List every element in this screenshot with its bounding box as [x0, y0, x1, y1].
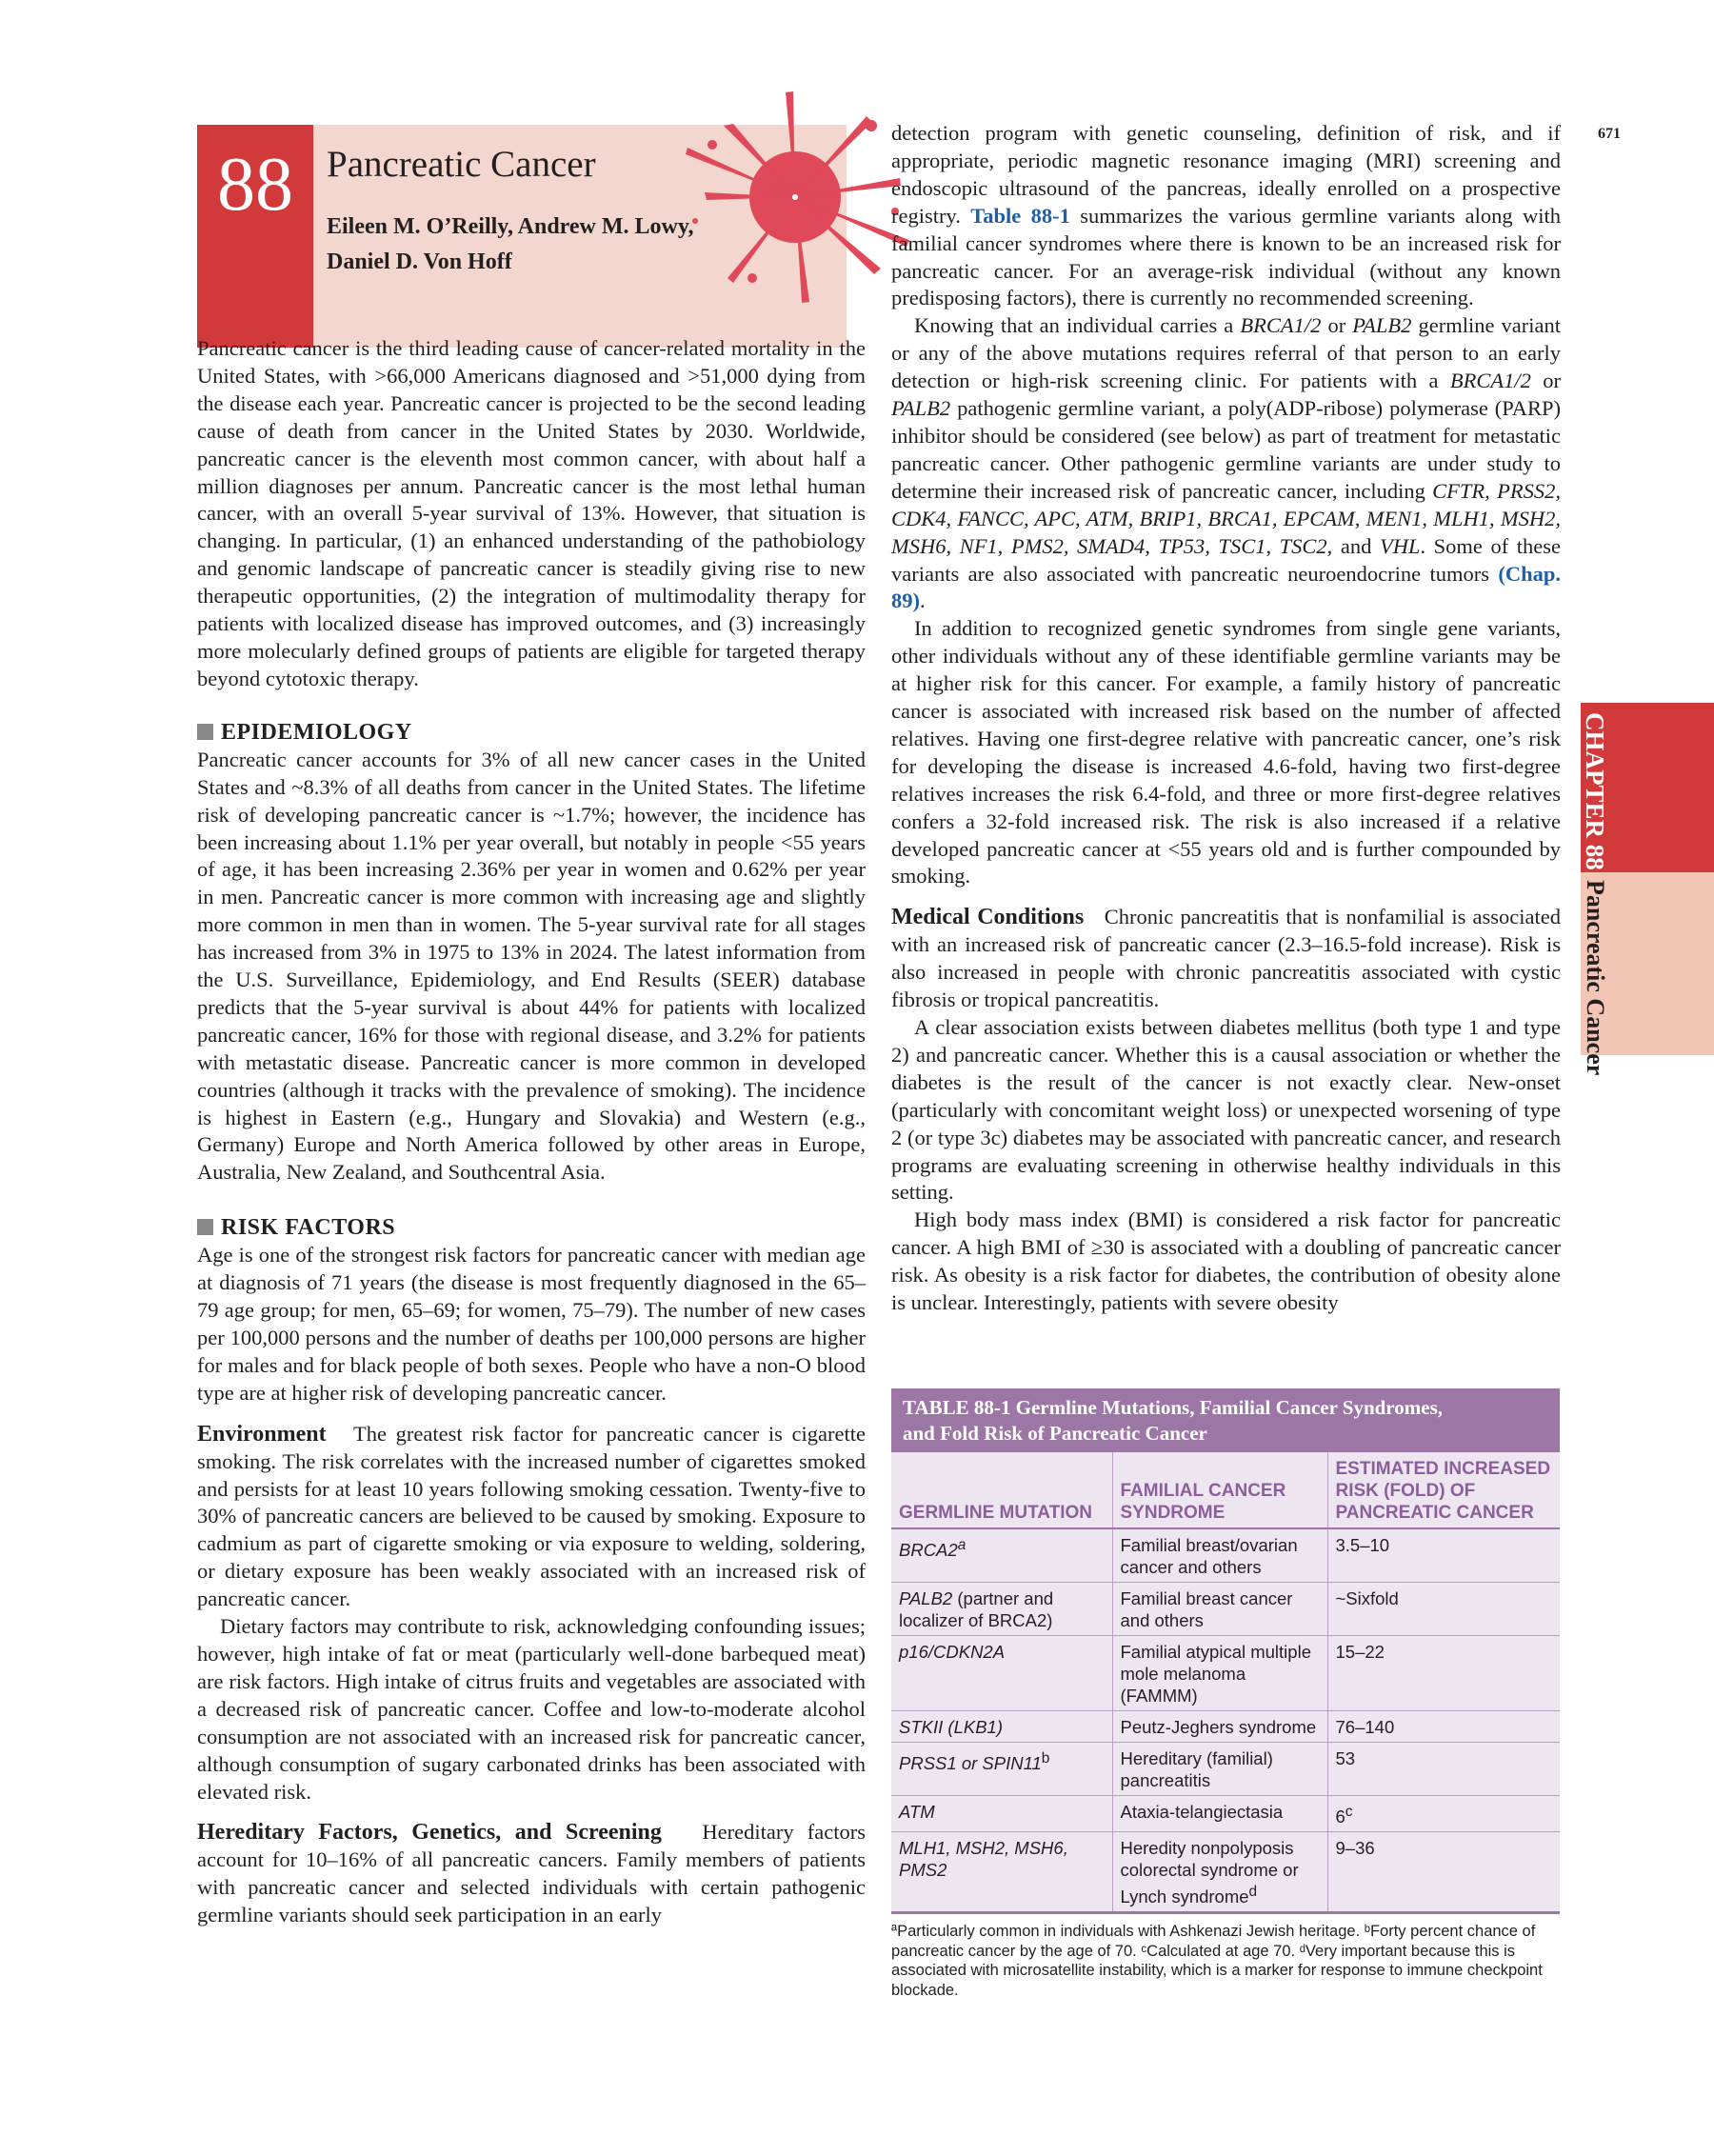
syndrome-cell [1112, 1832, 1327, 1912]
header-text: PANCREATIC CANCER [1335, 1503, 1534, 1523]
bmi-paragraph: High body mass index (BMI) is considered a risk factor for pancreatic cancer. A high BMI of ≥30 is associated with a doubling of pancreatic cancer risk. As obesity is a risk factor for diabetes, the contribution of obesity alone is unclear. Interestingly, patients with severe obesity [891, 1208, 1561, 1315]
table-row [891, 1528, 1560, 1583]
gene-name: BRCA1/2 [1449, 369, 1531, 393]
table-title-line: and Fold Risk of Pancreatic Cancer [903, 1422, 1207, 1445]
text-span: detection program with genetic counseling, definition of risk, and if appropriate, periodic magnetic resonance imaging (MRI) screening and endoscopic ultrasound of the pancreas, ideally enrolled on a prospective registry. [891, 121, 1561, 228]
text-span: pathogenic germline variant, a poly(ADP-ribose) polymerase (PARP) inhibitor should be considered (see below) as part of treatment for metastatic pancreatic cancer. Other pathogenic germline variants are under study to determine their increased risk of pancreatic cancer, including [891, 396, 1562, 503]
gene-cell: p16/CDKN2A [891, 1636, 1112, 1711]
subheading-medical-conditions: Medical Conditions [891, 905, 1085, 930]
header-text: SYNDROME [1120, 1503, 1226, 1523]
table-row [891, 1832, 1560, 1912]
gene-note: (LKB1) [947, 1717, 1003, 1737]
text-span: and [1340, 533, 1372, 558]
gene-text: PALB2 [899, 1588, 953, 1608]
table-title-line: TABLE 88-1 Germline Mutations, Familial Cancer Syndromes, [903, 1396, 1443, 1419]
syndrome-cell: Hereditary (familial) pancreatitis [1112, 1743, 1327, 1796]
section-heading-risk-factors [197, 1213, 866, 1242]
syndrome-cell: Familial breast/ovarian cancer and others [1112, 1528, 1327, 1583]
risk-cell: 76–140 [1327, 1711, 1560, 1743]
intro-paragraph: Pancreatic cancer is the third leading cause of cancer-related mortality in the United States, with >66,000 Americans diagnosed and >51,000 dying from the disease each year. Pancreatic cancer is projected to be the second leading cause of death from cancer in the United States by 2030. Worldwide, pancreatic cancer is the eleventh most common cancer, with about half a million diagnoses per annum. Pancreatic cancer is the most lethal human cancer, with an overall 5-year survival of 13%. However, that situation is changing. In particular, (1) an enhanced understanding of the pathobiology and genomic landscape of pancreatic cancer is steadily giving rise to new therapeutic opportunities, (2) the integration of multimodality therapy for patients with localized disease has improved outcomes, and (3) increasingly more molecularly defined groups of patients are eligible for targeted therapy beyond cytotoxic therapy. [197, 336, 866, 690]
authors-line: Daniel D. Von Hoff [327, 250, 512, 274]
subheading-environment: Environment [197, 1421, 327, 1447]
epidemiology-paragraph: Pancreatic cancer accounts for 3% of all new cancer cases in the United States and ~8.3% of all deaths from cancer in the United States. The lifetime risk of developing pancreatic cancer is ~1.7%; however, the incidence has been increasing about 1.1% per year overall, but notably in people <55 years of age, it has been increasing 2.36% per year in women and 0.62% per year in men. Pancreatic cancer is more common with increasing age and slightly more common in men than in women. The 5-year survival rate for all stages has increased from 3% in 1975 to 13% in 2024. The latest information from the U.S. Surveillance, Epidemiology, and End Results (SEER) database predicts that the 5-year survival is about 44% for patients with localized pancreatic cancer, 16% for those with regional disease, and 3.2% for patients with metastatic disease. Pancreatic cancer is more common in developed countries (although it tracks with the prevalence of smoking). The incidence is highest in Eastern (e.g., Hungary and Slovakia) and Western (e.g., Germany) Europe and North America followed by other areas in Europe, Australia, New Zealand, and Southcentral Asia. [197, 747, 866, 1185]
chapter-tab-label: CHAPTER 88 [1581, 712, 1609, 870]
table-row [891, 1743, 1560, 1796]
text-span: or [1327, 313, 1346, 338]
table-row [891, 1796, 1560, 1832]
table-title [891, 1388, 1560, 1452]
page-number: 671 [1598, 126, 1621, 142]
table-row [891, 1583, 1560, 1636]
gene-list: CFTR, PRSS2, CDK4, FANCC, APC, ATM, BRIP1, BRCA1, EPCAM, MEN1, MLH1, MSH2, MSH6, NF1, PMS2, SMAD4, TP53, TSC1, TSC2, [891, 478, 1562, 558]
risk-cell: 15–22 [1327, 1636, 1560, 1711]
heading-square-icon [197, 1219, 213, 1235]
table-row [891, 1711, 1560, 1743]
gene-name: VHL [1379, 533, 1421, 558]
gene-cell: ATM [891, 1796, 1112, 1832]
subheading-hereditary: Hereditary Factors, Genetics, and Screening [197, 1820, 662, 1846]
environment-paragraph [197, 1421, 866, 1613]
chapter-tab-title: Pancreatic Cancer [1582, 880, 1609, 1076]
chapter-number-box [197, 125, 313, 348]
footnote-mark: a [957, 1537, 967, 1553]
chapter-number: 88 [217, 143, 293, 227]
data-table [891, 1452, 1560, 1911]
column-header [1327, 1452, 1560, 1528]
syndrome-cell: Peutz-Jeghers syndrome [1112, 1711, 1327, 1743]
germline-table [891, 1388, 1560, 2000]
table-body [891, 1452, 1560, 1914]
chapter-link[interactable]: (Chap. 89) [891, 561, 1561, 613]
right-column [891, 120, 1561, 1317]
left-column [197, 335, 866, 1929]
gene-cell: MLH1, MSH2, MSH6, PMS2 [891, 1832, 1112, 1912]
risk-text: 6 [1335, 1807, 1345, 1827]
gene-text: BRCA2 [899, 1540, 958, 1561]
brca-paragraph [891, 312, 1561, 615]
table-header-row [891, 1452, 1560, 1528]
text-span: summarizes the various germline variants along with familial cancer syndromes where there is known to be an increased risk for pancreatic cancer. For an average-risk individual (without any known predisposing factors), there is currently no recommended screening. [891, 203, 1561, 310]
header-text: RISK (FOLD) OF [1335, 1481, 1476, 1501]
text-span: . [920, 589, 926, 613]
chapter-authors [327, 210, 746, 280]
gene-name: BRCA1/2 [1240, 313, 1322, 338]
heading-text: EPIDEMIOLOGY [221, 719, 412, 745]
gene-note: or SPIN11 [961, 1753, 1042, 1774]
gene-note: (partner and localizer of BRCA2) [899, 1588, 1054, 1630]
text-span: Knowing that an individual carries a [914, 313, 1234, 338]
gene-text: PRSS1 [899, 1753, 957, 1774]
table-link[interactable]: Table 88-1 [970, 203, 1070, 228]
family-history-paragraph: In addition to recognized genetic syndromes from single gene variants, other individuals without any of these identifiable germline variants may be at higher risk for this cancer. For example, a family history of pancreatic cancer is associated with increased risk based on the number of affected relatives. Having one first-degree relative with pancreatic cancer, one’s risk for developing the disease is increased 4.6-fold, having two first-degree relatives increases the risk 6.4-fold, and three or more first-degree relatives confers a 32-fold increased risk. The risk is also increased if a relative developed pancreatic cancer at <55 years old and is further compounded by smoking. [891, 616, 1561, 888]
gene-text: STKII [899, 1717, 944, 1737]
syndrome-cell: Familial breast cancer and others [1112, 1583, 1327, 1636]
paragraph-text: Hereditary factors account for 10–16% of all pancreatic cancers. Family members of patients with pancreatic cancer and selected individuals with certain pathogenic germline variants should seek participation in an early [197, 1820, 866, 1927]
risk-cell [1327, 1796, 1560, 1832]
text-span: or [1543, 369, 1561, 393]
syndrome-cell: Ataxia-telangiectasia [1112, 1796, 1327, 1832]
footnote-mark: b [1041, 1750, 1050, 1767]
gene-cell [891, 1528, 1112, 1583]
risk-cell: ~Sixfold [1327, 1583, 1560, 1636]
gene-cell [891, 1711, 1112, 1743]
paragraph-text: Chronic pancreatitis that is nonfamilial is associated with an increased risk of pancreatic cancer (2.3–16.5-fold increase). Risk is also increased in people with chronic pancreatitis associated with cystic fibrosis or tropical pancreatitis. [891, 905, 1562, 1012]
risk-cell: 53 [1327, 1743, 1560, 1796]
heading-square-icon [197, 724, 213, 740]
gene-cell [891, 1743, 1112, 1796]
header-text: ESTIMATED INCREASED [1335, 1459, 1551, 1479]
table-footnote: ªParticularly common in individuals with Ashkenazi Jewish heritage. ᵇForty percent chance of pancreatic cancer by the age of 70. ᶜCalculated at age 70. ᵈVery important because this is associated with microsatellite instability, which is a marker for response to immune checkpoint blockade. [891, 1923, 1543, 1999]
text-span: germline variant or any of the above mutations requires referral of that person to an early detection or high-risk screening clinic. For patients with a [891, 313, 1561, 393]
paragraph-text: The greatest risk factor for pancreatic cancer is cigarette smoking. The risk correlates with the increased number of cigarettes smoked and persists for at least 10 years following smoking cessation. Twenty-five to 30% of pancreatic cancers are believed to be caused by smoking. Exposure to cadmium as part of cigarette smoking or via exposure to welding, soldering, or dietary exposure has been weakly associated with an increased risk of pancreatic cancer. [197, 1421, 866, 1611]
heading-text: RISK FACTORS [221, 1215, 396, 1241]
medical-conditions-paragraph [891, 904, 1561, 1014]
continued-paragraph [891, 120, 1561, 312]
column-header [1112, 1452, 1327, 1528]
gene-name: PALB2 [1352, 313, 1412, 338]
table-row [891, 1636, 1560, 1711]
syndrome-cell: Familial atypical multiple mole melanoma (FAMMM) [1112, 1636, 1327, 1711]
diet-paragraph: Dietary factors may contribute to risk, acknowledging confounding issues; however, high intake of fat or meat (particularly well-done barbequed meat) are risk factors. High intake of citrus fruits and vegetables are associated with a decreased risk of pancreatic cancer. Coffee and low-to-moderate alcohol consumption are not associated with an increased risk for pancreatic cancer, although consumption of sugary carbonated drinks has been associated with elevated risk. [197, 1614, 866, 1804]
chapter-title: Pancreatic Cancer [327, 144, 596, 185]
authors-line: Eileen M. O’Reilly, Andrew M. Lowy, [327, 214, 694, 239]
header-text: FAMILIAL CANCER [1120, 1481, 1286, 1501]
syndrome-text: Heredity nonpolyposis colorectal syndrome or Lynch syndrome [1120, 1838, 1299, 1907]
header-text: GERMLINE MUTATION [899, 1503, 1092, 1523]
risk-paragraph: Age is one of the strongest risk factors for pancreatic cancer with median age at diagnosis of 71 years (the disease is most frequently diagnosed in the 65–79 age group; for men, 65–69; for women, 75–79). The number of new cases per 100,000 persons and the number of deaths per 100,000 persons are higher for males and for black people of both sexes. People who have a non-O blood type are at higher risk of developing pancreatic cancer. [197, 1243, 866, 1405]
risk-cell: 9–36 [1327, 1832, 1560, 1912]
gene-name: PALB2 [891, 396, 951, 421]
footnote-mark: d [1248, 1884, 1258, 1901]
risk-cell: 3.5–10 [1327, 1528, 1560, 1583]
text-span: . Some of these variants are also associated with pancreatic neuroendocrine tumors [891, 533, 1562, 586]
gene-cell [891, 1583, 1112, 1636]
diabetes-paragraph: A clear association exists between diabetes mellitus (both type 1 and type 2) and pancreatic cancer. Whether this is a causal association or whether the diabetes is the result of the cancer is not exactly clear. New-onset (particularly with concomitant weight loss) or unexpected worsening of type 2 (or type 3c) diabetes may be associated with pancreatic cancer, and research programs are evaluating screening in otherwise healthy individuals in this setting. [891, 1015, 1561, 1205]
column-header [891, 1452, 1112, 1528]
section-heading-epidemiology [197, 718, 866, 747]
footnote-mark: c [1345, 1804, 1353, 1820]
hereditary-paragraph [197, 1819, 866, 1929]
